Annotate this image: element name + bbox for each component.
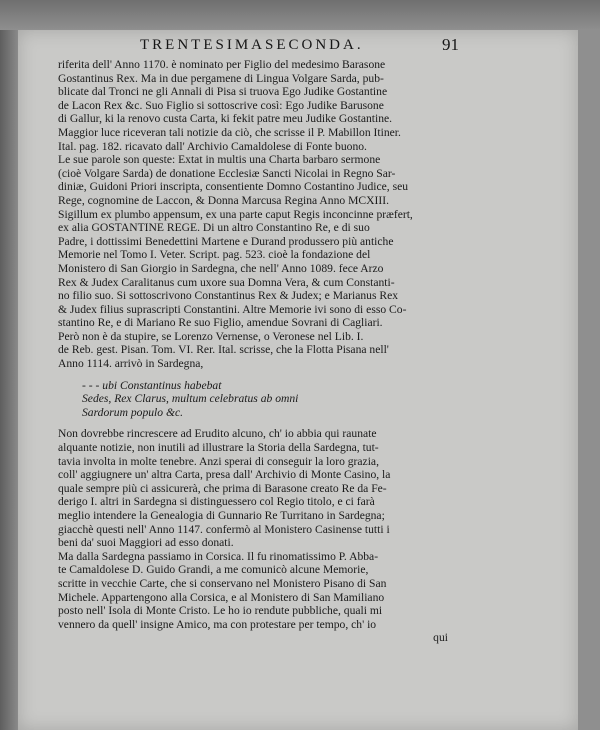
text-line: Ma dalla Sardegna passiamo in Corsica. Il fu rinomatissimo P. Abba- — [58, 549, 379, 563]
verse-quotation — [58, 379, 458, 420]
text-line: alquante notizie, non inutili ad illustrare la Storia della Sardegna, tut- — [58, 441, 379, 455]
text-line: Sedes, Rex Clarus, multum celebratus ab omni — [82, 392, 299, 406]
catchword: qui — [433, 631, 448, 645]
text-line: Anno 1114. arrivò in Sardegna, — [58, 357, 204, 371]
text-line: riferita dell' Anno 1170. è nominato per Figlio del medesimo Barasone — [58, 58, 386, 71]
text-line: diniæ, Guidoni Priori inscripta, consentiente Domno Costantino Judice, seu — [58, 180, 409, 194]
text-line: stantino Re, e di Mariano Re suo Figlio, amendue Sovrani di Cagliari. — [58, 316, 383, 330]
text-line: meglio intendere la Genealogia di Gunnario Re Turritano in Sardegna; — [58, 509, 385, 522]
text-line: vennero da quell' insigne Amico, ma con protestare per tempo, ch' io — [58, 617, 377, 631]
paragraph-1 — [58, 58, 458, 371]
text-line: Rex & Judex Caralitanus cum uxore sua Domna Vera, & cum Constanti- — [58, 275, 395, 289]
text-line: Gostantinus Rex. Ma in due pergamene di Lingua Volgare Sarda, pub- — [58, 71, 384, 85]
spacer — [58, 419, 458, 427]
paragraph-3 — [58, 550, 458, 632]
text-line: Padre, i dottissimi Benedettini Martene e Durand produssero più antiche — [58, 234, 394, 248]
text-line: Monistero di San Giorgio in Sardegna, che nell' Anno 1089. fece Arzo — [58, 261, 384, 275]
text-line: Sigillum ex plumbo appensum, ex una parte caput Regis inconcinne præfert, — [58, 207, 413, 221]
text-line: quale sempre più ci assicurerà, che prima di Barasone creato Re da Fe- — [58, 481, 387, 495]
text-line: Rege, cognomine de Laccon, & Donna Marcusa Regina Anno MCXIII. — [58, 193, 389, 207]
text-line: Michele. Appartengono alla Corsica, e al Monistero di San Mamiliano — [58, 590, 385, 604]
text-line: Maggior luce riceveran tali notizie da ciò, che scrisse il P. Mabillon Itiner. — [58, 125, 401, 139]
text-line: posto nell' Isola di Monte Cristo. Le ho io rendute pubbliche, quali mi — [58, 604, 383, 618]
text-line: te Camaldolese D. Guido Grandi, a me comunicò alcune Memorie, — [58, 563, 369, 577]
text-line: Però non è da stupire, se Lorenzo Vernense, o Veronese nel Lib. I. — [58, 329, 364, 343]
text-line: scritte in vecchie Carte, che si conservano nel Monistero Pisano di San — [58, 576, 387, 590]
text-line: - - - ubi Constantinus habebat — [82, 378, 222, 392]
paragraph-2 — [58, 427, 458, 549]
text-line: Le sue parole son queste: Extat in multis una Charta barbaro sermone — [58, 153, 381, 167]
text-line: no filio suo. Si sottoscrivono Constantinus Rex & Judex; e Marianus Rex — [58, 289, 399, 303]
running-head: TRENTESIMASECONDA. — [140, 37, 364, 53]
text-line: Sardorum populo &c. — [82, 405, 184, 419]
text-line: tavia involta in molte tenebre. Anzi sperai di conseguir la loro grazia, — [58, 454, 379, 468]
text-line: Memorie nel Tomo I. Veter. Script. pag. 523. cioè la fondazione del — [58, 248, 371, 262]
text-line: & Judex filius suprascripti Constantini. Altre Memorie ivi sono di esso Co- — [58, 302, 407, 316]
spacer — [58, 371, 458, 379]
page-number: 91 — [442, 35, 459, 54]
text-line: de Reb. gest. Pisan. Tom. VI. Rer. Ital. scrisse, che la Flotta Pisana nell' — [58, 343, 389, 357]
book-gutter-edge — [0, 30, 18, 730]
book-top-edge — [0, 0, 600, 30]
text-line: blicate dal Tronci ne gli Annali di Pisa si truova Ego Judike Gostantine — [58, 85, 388, 99]
text-line: (cioè Volgare Sarda) de donatione Ecclesiæ Sancti Nicolai in Regno Sar- — [58, 166, 396, 180]
text-line: giacchè questi nell' Anno 1147. confermò al Monistero Casinense tutti i — [58, 522, 390, 536]
text-line: Ital. pag. 182. ricavato dall' Archivio Camaldolese di Fonte buono. — [58, 139, 367, 153]
text-line: derigo I. altri in Sardegna si distinguessero col Regio titolo, e ci farà — [58, 495, 375, 509]
text-line: de Lacon Rex &c. Suo Figlio si sottoscrive così: Ego Judike Barusone — [58, 98, 384, 112]
text-line: coll' aggiugnere un' altra Carta, presa dall' Archivio di Monte Casino, la — [58, 468, 391, 482]
page-text — [58, 58, 458, 645]
text-line: di Gallur, ki la renovo custa Carta, ki fekit patre meu Judike Gostantine. — [58, 112, 393, 126]
text-line: Non dovrebbe rincrescere ad Erudito alcuno, ch' io abbia qui raunate — [58, 427, 377, 441]
text-line: ex alia GOSTANTINE REGE. Di un altro Constantino Re, e di suo — [58, 221, 370, 235]
text-line: beni da' suoi Maggiori ad esso donati. — [58, 536, 234, 550]
